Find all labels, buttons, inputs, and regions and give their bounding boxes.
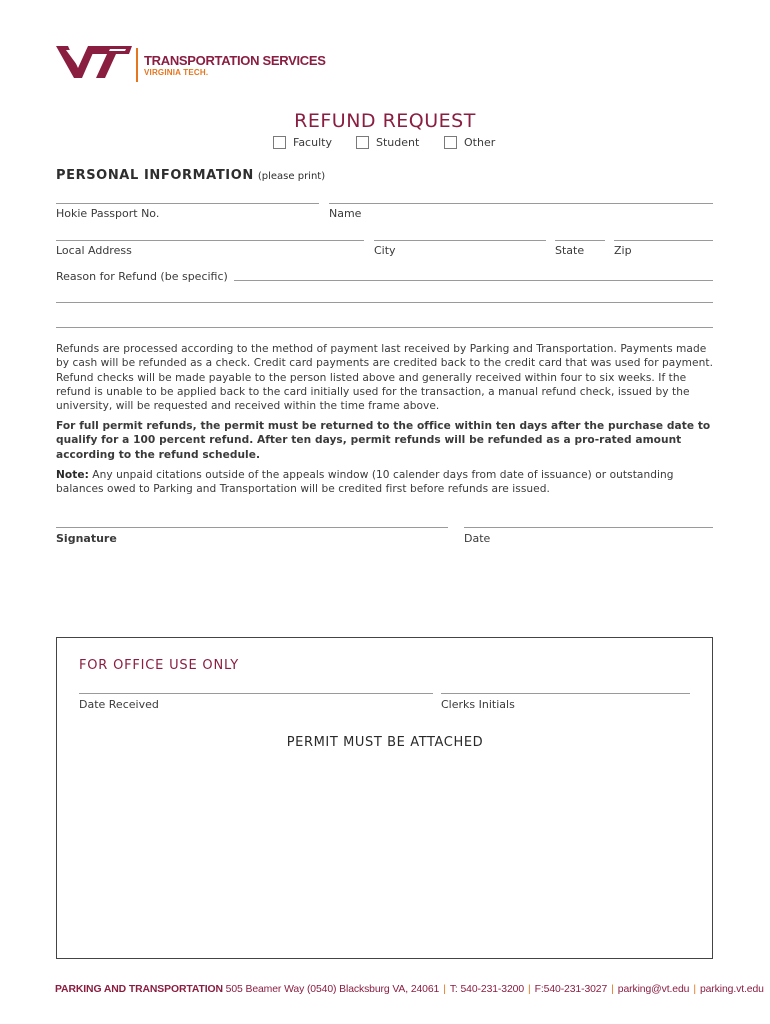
student-checkbox-group[interactable] [356,136,419,149]
reason-input-line-2[interactable] [56,302,713,303]
footer-email[interactable]: parking@vt.edu [617,984,690,995]
other-checkbox-group[interactable] [444,136,495,149]
reason-label: Reason for Refund (be specific) [56,270,228,283]
footer-website[interactable]: parking.vt.edu [699,984,764,995]
signature-label: Signature [56,532,117,545]
passport-input[interactable] [56,203,319,204]
clerks-initials-input[interactable] [441,693,690,694]
address-input[interactable] [56,240,364,241]
refund-policy-text: Refunds are processed according to the method of payment last received by Parking and Transportation. Payments made by cash will be refunded as a check. Credit card payments are credited back to the credit card that was used for payment. Refund checks will be made payable to the person listed above and generally received within four to six weeks. If the refund is unable to be applied back to the card initially used for the transaction, a manual refund check, issued by the university, will be requested and received within the time frame above. [56,343,713,413]
student-checkbox[interactable] [356,136,369,149]
clerks-initials-label: Clerks Initials [441,698,515,711]
date-received-input[interactable] [79,693,433,694]
footer [55,984,764,995]
zip-label: Zip [614,244,632,257]
other-checkbox[interactable] [444,136,457,149]
city-input[interactable] [374,240,546,241]
reason-input-line-3[interactable] [56,327,713,328]
personal-info-heading [56,168,325,183]
vt-logo-icon [56,44,132,80]
address-label: Local Address [56,244,132,257]
student-label: Student [376,136,420,149]
name-label: Name [329,207,362,220]
note-text [56,468,716,497]
office-use-heading: FOR OFFICE USE ONLY [79,658,240,673]
footer-phone: T: 540-231-3200 [449,984,525,995]
permit-attached-note: PERMIT MUST BE ATTACHED [286,735,484,750]
brand-subtitle: VIRGINIA TECH. [144,68,209,77]
office-use-box [56,637,713,959]
date-received-label: Date Received [79,698,159,711]
faculty-checkbox[interactable] [273,136,286,149]
state-label: State [555,244,585,257]
other-label: Other [464,136,496,149]
note-label: Note: [56,469,89,481]
footer-separator: | [443,984,446,995]
faculty-label: Faculty [293,136,332,149]
footer-separator: | [611,984,614,995]
footer-address: 505 Beamer Way (0540) Blacksburg VA, 24061 [225,984,440,995]
personal-info-title: PERSONAL INFORMATION [56,168,254,183]
passport-label: Hokie Passport No. [56,207,160,220]
state-input[interactable] [555,240,605,241]
zip-input[interactable] [614,240,713,241]
footer-fax: F:540-231-3027 [534,984,608,995]
footer-separator: | [528,984,531,995]
full-refund-policy-text: For full permit refunds, the permit must be returned to the office within ten days after the purchase date to qualify for a 100 percent refund. After ten days, permit refunds will be refunded as a pro-rated amount according to the refund schedule. [56,420,711,461]
please-print-note: (please print) [257,171,326,182]
footer-separator: | [693,984,696,995]
name-input[interactable] [329,203,713,204]
brand-title: TRANSPORTATION SERVICES [144,53,326,68]
reason-input-line-1[interactable] [234,280,713,281]
date-label: Date [464,532,491,545]
note-body: Any unpaid citations outside of the appeals window (10 calender days from date of issuance) or outstanding balances owed to Parking and Transportation will be credited first before refunds are issued. [56,469,674,496]
signature-input[interactable] [56,527,448,528]
footer-org: PARKING AND TRANSPORTATION [55,984,223,995]
form-title: REFUND REQUEST [294,110,476,132]
date-input[interactable] [464,527,713,528]
logo-divider [136,48,138,82]
faculty-checkbox-group[interactable] [273,136,332,149]
city-label: City [374,244,396,257]
